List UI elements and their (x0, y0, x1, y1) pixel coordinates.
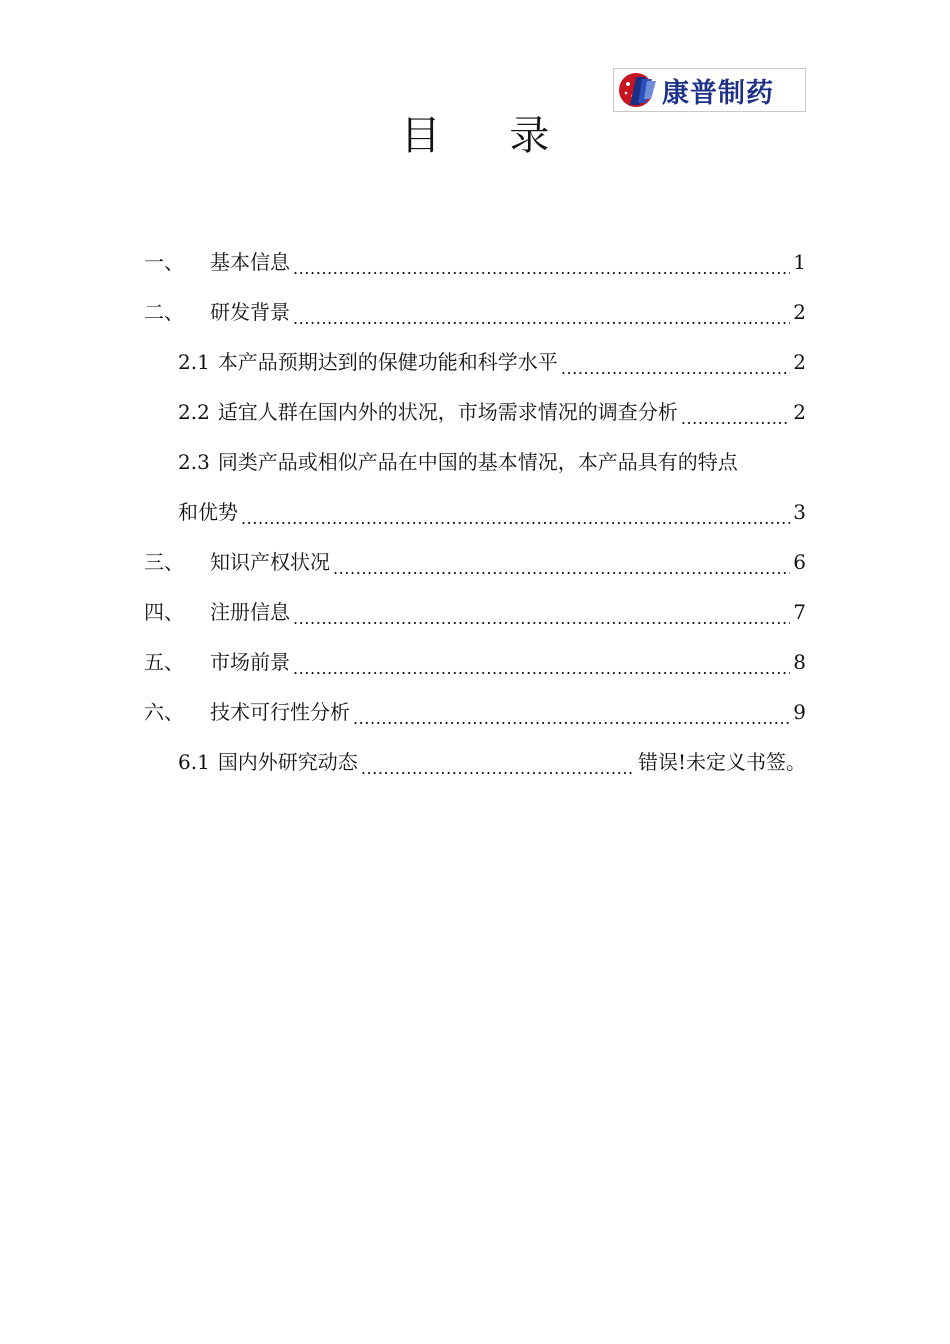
toc-entry-title-continuation: 和优势 (178, 500, 238, 524)
toc-entry-title: 国内外研究动态 (217, 750, 358, 774)
toc-leader-dots (561, 342, 790, 382)
toc-leader-dots (361, 742, 635, 782)
toc-entry-continuation[interactable] (178, 492, 806, 532)
toc-entry-title: 研发背景 (210, 300, 290, 324)
toc-entry-number: 2.1 (178, 350, 210, 374)
toc-leader-dots (333, 542, 790, 582)
toc-entry-title: 本产品预期达到的保健功能和科学水平 (217, 350, 558, 374)
toc-entry-title: 市场前景 (210, 650, 290, 674)
toc-page-number: 7 (793, 600, 806, 624)
toc-entry-title: 适宜人群在国内外的状况，市场需求情况的调查分析 (217, 400, 678, 424)
logo-text: 康普制药 (662, 77, 774, 109)
toc-leader-dots (293, 242, 790, 282)
toc-entry[interactable] (144, 642, 806, 682)
toc-entry[interactable] (178, 442, 806, 482)
toc-entry[interactable] (178, 742, 806, 782)
toc-entry-title: 注册信息 (210, 600, 290, 624)
toc-entry-number: 三、 (144, 550, 184, 574)
toc-leader-dots (293, 592, 790, 632)
toc-entry-number: 六、 (144, 700, 184, 724)
toc-entry-number: 四、 (144, 600, 184, 624)
toc-entry-number: 6.1 (178, 750, 210, 774)
toc-page-number: 错误!未定义书签。 (637, 750, 806, 774)
toc-leader-dots (293, 292, 790, 332)
toc-page-number: 6 (793, 550, 806, 574)
toc-entry-number: 五、 (144, 650, 184, 674)
toc-entry[interactable] (144, 242, 806, 282)
toc-page-number: 9 (793, 700, 806, 724)
toc-leader-dots (353, 692, 790, 732)
toc-page-number: 3 (793, 500, 806, 524)
toc-entry-title: 技术可行性分析 (210, 700, 350, 724)
toc-entry[interactable] (178, 342, 806, 382)
toc-page-number: 2 (793, 300, 806, 324)
toc-entry[interactable] (144, 592, 806, 632)
toc-page-number: 2 (793, 400, 806, 424)
toc-entry-number: 2.3 (178, 450, 210, 474)
toc-entry[interactable] (178, 392, 806, 432)
toc-leader-dots (241, 492, 790, 532)
toc-entry[interactable] (144, 692, 806, 732)
toc-page-number: 2 (793, 350, 806, 374)
toc-entry-title: 基本信息 (210, 250, 290, 274)
toc-leader-dots (681, 392, 790, 432)
toc-entry-number: 2.2 (178, 400, 210, 424)
toc-page-number: 8 (793, 650, 806, 674)
toc-entry-number: 一、 (144, 250, 184, 274)
toc-entry-title: 知识产权状况 (210, 550, 330, 574)
toc-entry[interactable] (144, 292, 806, 332)
toc-entry-title: 同类产品或相似产品在中国的基本情况，本产品具有的特点 (217, 450, 738, 474)
page-title: 目 录 (400, 113, 578, 159)
toc-leader-dots (293, 642, 790, 682)
toc-page-number: 1 (793, 250, 806, 274)
toc-entry[interactable] (144, 542, 806, 582)
toc-entry-number: 二、 (144, 300, 184, 324)
